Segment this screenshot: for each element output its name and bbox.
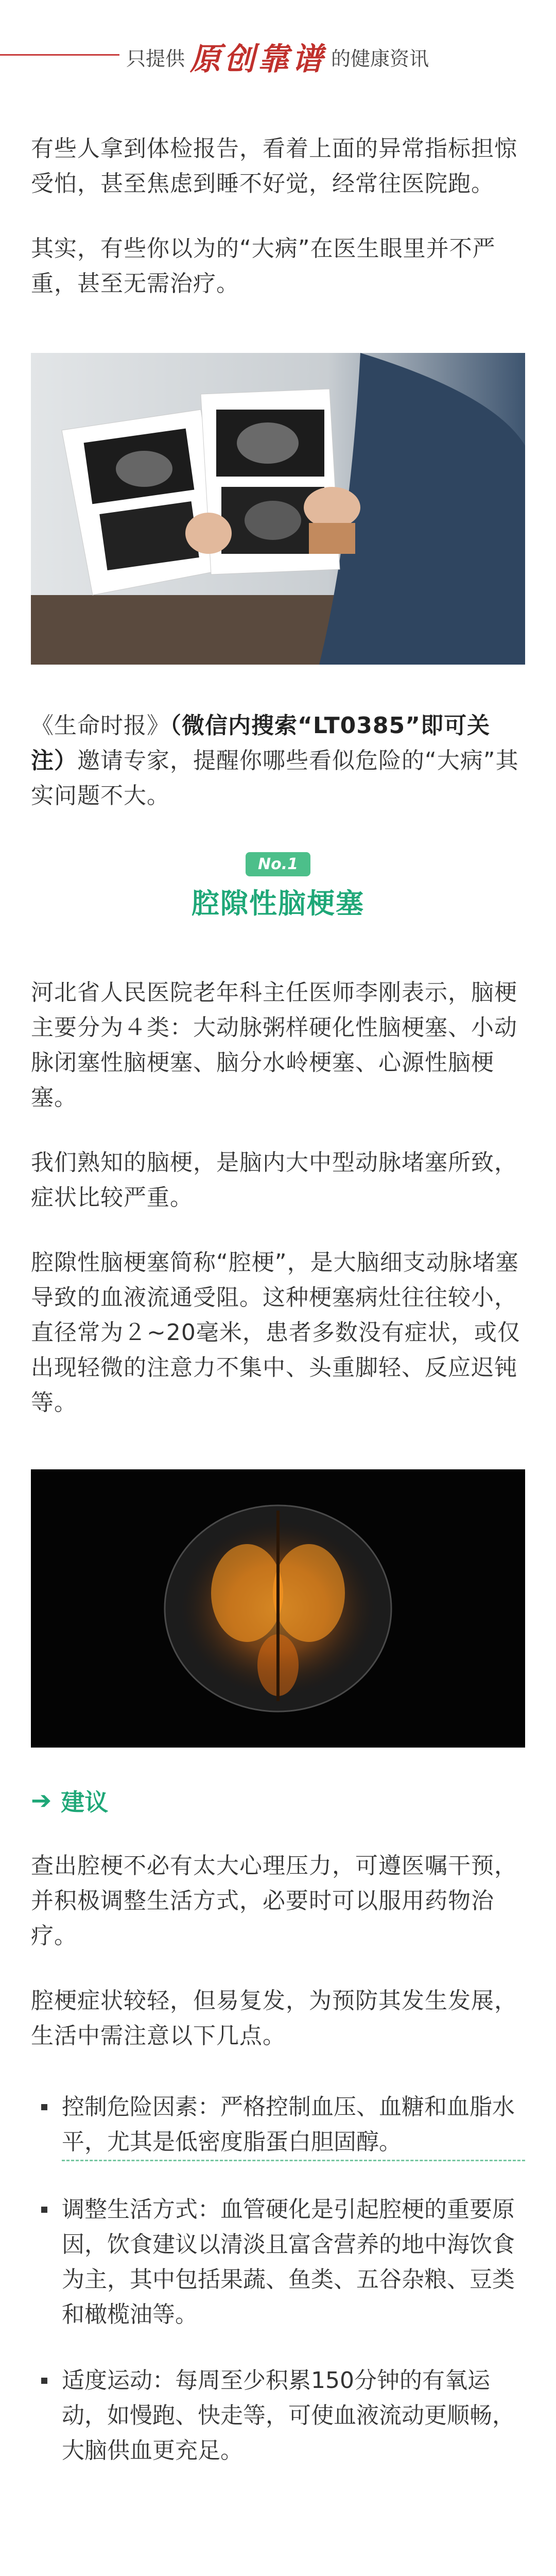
advice-paragraph-2: 腔梗症状较轻，但易复发，为预防其发生发展，生活中需注意以下几点。 xyxy=(31,1988,517,2049)
advice-bullet-3-text: 适度运动：每周至少积累150分钟的有氧运动，如慢跑、快走等，可使血液流动更顺畅，大脑供血更充足。 xyxy=(62,2367,515,2464)
section-paragraph-1: 河北省人民医院老年科主任医师李刚表示，脑梗主要分为４类：大动脉粥样硬化性脑梗塞、小动脉闭塞性脑梗塞、脑分水岭梗塞、心源性脑梗塞。 xyxy=(31,979,517,1111)
bullet-square-icon xyxy=(31,2363,62,2468)
advice-bullet-2 xyxy=(31,2192,525,2332)
header-brand: 原创靠谱 xyxy=(190,41,326,77)
header-prefix: 只提供 xyxy=(126,47,185,70)
header-suffix: 的健康资讯 xyxy=(331,47,429,70)
header-divider xyxy=(0,54,119,56)
advice-paragraph-1: 查出腔梗不必有太大心理压力，可遵医嘱干预，并积极调整生活方式，必要时可以服用药物治疗。 xyxy=(31,1853,517,1949)
ultrasound-photo-illustration xyxy=(31,353,525,665)
section-number-badge: No.1 xyxy=(246,852,310,876)
intro-paragraph-2: 其实，有些你以为的“大病”在医生眼里并不严重，甚至无需治疗。 xyxy=(31,235,496,297)
arrow-right-icon: ➔ xyxy=(31,1786,52,1815)
brain-scan-illustration xyxy=(31,1469,525,1748)
section-number xyxy=(0,852,556,876)
bullet-square-icon xyxy=(31,2090,62,2161)
header-banner xyxy=(0,0,556,85)
ultrasound-photo xyxy=(31,353,525,665)
advice-bullet-2-text: 调整生活方式：血管硬化是引起腔梗的重要原因，饮食建议以清淡且富含营养的地中海饮食为主，其中包括果蔬、鱼类、五谷杂粮、豆类和橄榄油等。 xyxy=(62,2196,515,2328)
advice-heading-text: 建议 xyxy=(61,1788,109,1816)
brain-scan-image xyxy=(31,1469,525,1748)
search-hint: （微信内搜索“LT0385”即可关注） xyxy=(31,713,491,774)
bullet-square-icon xyxy=(31,2192,62,2332)
header-tagline xyxy=(126,41,429,77)
advice-bullet-1 xyxy=(31,2090,525,2161)
section-title: 腔隙性脑梗塞 xyxy=(192,887,364,920)
intro-paragraph-1: 有些人拿到体检报告，看着上面的异常指标担惊受怕，甚至焦虑到睡不好觉，经常往医院跑。 xyxy=(31,135,517,197)
section-paragraph-2: 我们熟知的脑梗，是脑内大中型动脉堵塞所致，症状比较严重。 xyxy=(31,1149,517,1211)
newspaper-name: 《生命时报》 xyxy=(31,713,170,739)
advice-bullet-1-text: 控制危险因素：严格控制血压、血糖和血脂水平，尤其是低密度脂蛋白胆固醇。 xyxy=(62,2090,525,2161)
advice-bullet-3 xyxy=(31,2363,525,2468)
advice-heading xyxy=(31,1784,525,1818)
intro-paragraph-3 xyxy=(31,708,525,814)
section-paragraph-3: 腔隙性脑梗塞简称“腔梗”，是大脑细支动脉堵塞导致的血液流通受阻。这种梗塞病灶往往较小，直径常为２~20毫米，患者多数没有症状，或仅出现轻微的注意力不集中、头重脚轻、反应迟钝等。 xyxy=(31,1249,520,1416)
intro-paragraph-3-body: 邀请专家，提醒你哪些看似危险的“大病”其实问题不大。 xyxy=(31,748,519,809)
